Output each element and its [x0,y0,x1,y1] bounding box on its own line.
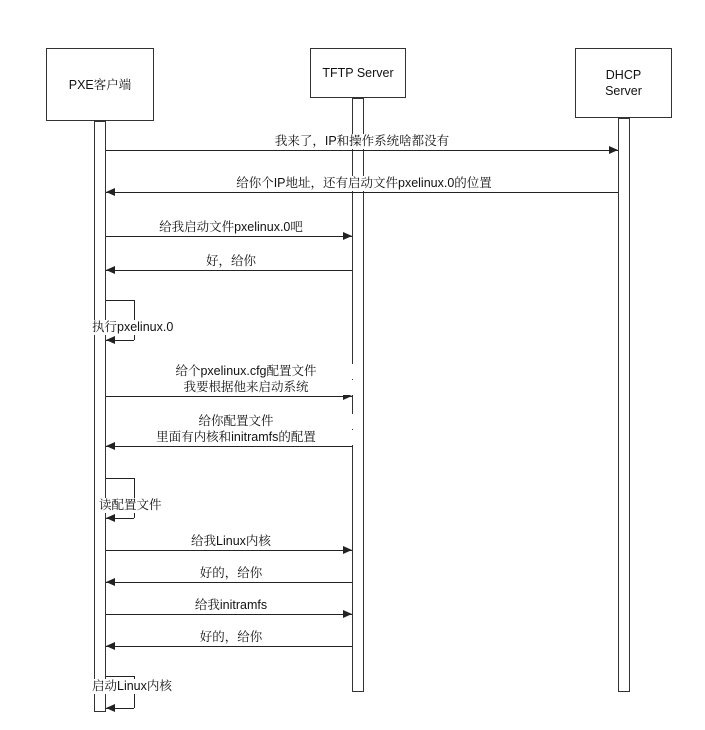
participant-pxe-client-label: PXE客户端 [68,77,132,92]
message-label-m3: 给我启动文件pxelinux.0吧 [129,220,333,235]
message-arrow-m10 [106,582,352,583]
message-label-m4: 好，给你 [179,254,283,269]
message-arrowhead-m5 [106,336,115,344]
message-arrow-m4 [106,270,352,271]
message-arrow-m7 [106,446,352,447]
lifeline-dhcp-server [618,118,630,692]
message-self-top-m5 [106,300,134,301]
message-label-m6-line2: 我要根据他来启动系统 [129,380,363,395]
message-label-m10: 好的，给你 [169,566,293,581]
message-label-m5: 执行pxelinux.0 [92,320,174,334]
message-label-m7-line2: 里面有内核和initramfs的配置 [119,430,353,445]
message-label-m12: 好的，给你 [169,630,293,645]
message-arrow-m2 [106,192,618,193]
participant-tftp-server[interactable] [310,48,406,98]
message-arrowhead-m7 [106,442,115,450]
participant-tftp-server-label: TFTP Server [322,66,394,80]
participant-pxe-client[interactable] [46,48,154,121]
message-label-m8: 读配置文件 [99,498,162,512]
message-self-top-m8 [106,478,134,479]
message-arrow-m9 [106,550,352,551]
message-arrowhead-m1 [609,146,618,154]
message-arrowhead-m12 [106,642,115,650]
lifeline-pxe-client [94,121,106,712]
message-label-m7-line1: 给你配置文件 [119,414,353,429]
message-label-m11: 给我initramfs [159,598,303,613]
message-arrowhead-m3 [343,232,352,240]
message-label-m1: 我来了，IP和操作系统啥都没有 [260,134,464,149]
message-arrow-m6 [106,396,352,397]
message-arrow-m12 [106,646,352,647]
participant-dhcp-server-label-line1: DHCP [605,68,642,82]
message-arrowhead-m13 [106,704,115,712]
message-arrowhead-m2 [106,188,115,196]
message-arrow-m3 [106,236,352,237]
message-arrowhead-m9 [343,546,352,554]
message-label-m6-line1: 给个pxelinux.cfg配置文件 [129,364,363,379]
message-self-top-m13 [106,676,134,677]
message-label-m2: 给你个IP地址，还有启动文件pxelinux.0的位置 [212,176,516,191]
message-label-m9: 给我Linux内核 [159,534,303,549]
message-arrow-m11 [106,614,352,615]
message-label-m13: 启动Linux内核 [92,679,172,693]
participant-dhcp-server-label-line2: Server [605,84,642,98]
participant-dhcp-server[interactable] [575,48,672,118]
message-arrowhead-m10 [106,578,115,586]
message-arrow-m1 [106,150,618,151]
message-arrowhead-m11 [343,610,352,618]
message-arrowhead-m8 [106,514,115,522]
message-arrowhead-m4 [106,266,115,274]
